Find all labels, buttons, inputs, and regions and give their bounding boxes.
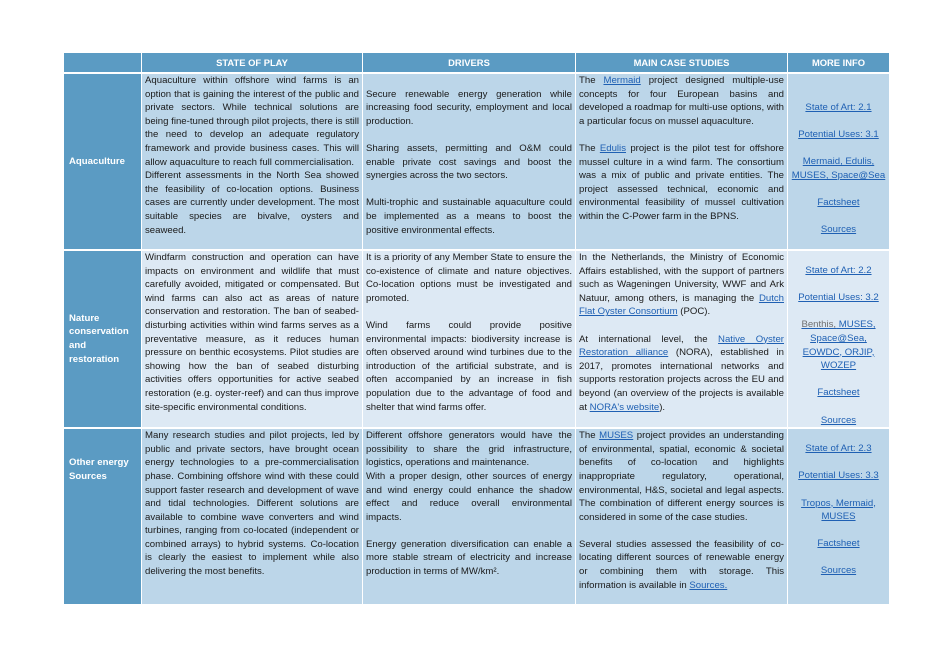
case-text: At international level, the Native Oyster Restoration alliance (NORA), established in 2017, promotes international networks and supports restoration projects across the EU and beyond (an overview of the projects is available at NORA's website).	[579, 333, 784, 413]
case-text: Several studies assessed the feasibility of co-locating different sources of renewable energy or combining them with storage. This information is available in Sources.	[579, 538, 784, 591]
link-edulis[interactable]: Edulis	[599, 142, 626, 154]
link-nora-website[interactable]: NORA's website	[589, 401, 660, 413]
case-text: The MUSES project provides an understanding of environmental, spatial, economic & societal benefits of co-location and highlights inappropriate regulatory, operational, environmental, H&S, societal and legal aspects. The combination of different energy sources is considered in some of the case studies.	[579, 430, 784, 523]
case-text: In the Netherlands, the Ministry of Economic Affairs established, with the support of partners such as Wageningen University, WWF and Ark Natuur, among others, is managing the Dutch Flat Oyster Consortium (POC).	[579, 252, 784, 318]
link-factsheet[interactable]: Factsheet	[817, 197, 860, 209]
driver-text: Wind farms could provide positive environmental impacts: biodiversity increase is often observed around wind turbines due to the introduction of the artificial substrate, and is often accompanied by an increase in fish population due to the advantage of food and shelter that wind farms offer.	[366, 319, 572, 413]
case-text: The Mermaid project designed multiple-use concepts for four European basins and developed a roadmap for multi-use options, with a particular focus on mussel aquaculture.	[579, 75, 784, 127]
link-factsheet[interactable]: Factsheet	[817, 387, 860, 399]
link-potential-uses[interactable]: Potential Uses: 3.3	[798, 470, 879, 482]
state-text: Different assessments in the North Sea showed the feasibility of co-location options. Business cases are currently under development. The most suitable species are bivalve, oysters and seaweed.	[145, 170, 359, 236]
link-state-of-art[interactable]: State of Art: 2.2	[805, 265, 872, 276]
case-studies-cell	[576, 72, 788, 249]
link-native-oyster-alliance[interactable]: Native Oyster Restoration alliance	[579, 333, 784, 359]
link-projects[interactable]: Mermaid, Edulis, MUSES, Space@Sea	[791, 156, 886, 181]
case-studies-cell	[576, 249, 788, 427]
driver-text: Secure renewable energy generation while increasing food security, employment and local production.	[366, 88, 572, 127]
link-state-of-art[interactable]: State of Art: 2.1	[805, 102, 872, 113]
header-more-info: MORE INFO	[788, 53, 890, 72]
state-of-play-cell	[142, 427, 363, 604]
state-of-play-cell	[142, 249, 363, 427]
link-factsheet[interactable]: Factsheet	[817, 538, 860, 550]
drivers-cell	[363, 249, 576, 427]
more-info-cell	[788, 249, 890, 427]
header-blank	[64, 53, 142, 72]
link-sources-inline[interactable]: Sources.	[689, 579, 728, 591]
header-state-of-play: STATE OF PLAY	[142, 53, 363, 72]
link-projects[interactable]: Benthis, MUSES, Space@Sea, EOWDC, ORJIP, WOZEP	[801, 319, 876, 372]
driver-text: Sharing assets, permitting and O&M could enable private cost savings and boost the synergies across the two sectors.	[366, 142, 572, 182]
header-main-case-studies: MAIN CASE STUDIES	[576, 53, 788, 72]
link-potential-uses[interactable]: Potential Uses: 3.2	[798, 292, 879, 304]
driver-text: Multi-trophic and sustainable aquaculture could be implemented as a means to boost the positive environmental effects.	[366, 197, 572, 236]
row-label: Other energy Sources	[64, 427, 142, 604]
drivers-cell	[363, 72, 576, 249]
link-dutch-flat-oyster[interactable]: Dutch Flat Oyster Consortium	[579, 292, 784, 318]
link-mermaid[interactable]: Mermaid	[603, 75, 641, 86]
row-label: Aquaculture	[64, 72, 142, 249]
driver-text: Different offshore generators would have the possibility to share the grid infrastructure, logistics, operations and maintenance.	[366, 430, 572, 469]
state-text: Windfarm construction and operation can have impacts on environment and wildlife that must carefully avoided, mitigated or compensated. But wind farms can also act as areas of nature conservation and restoration. The ban of seabed-disturbing activities within wind farms serves as a preventative measure, as it reduces human pressure on benthic ecosystems. Pilot studies are showing how the ban of seabed disturbing activities offers opportunities for active seabed restoration (e.g. oyster-reef) and can thus improve site-specific environmental conditions.	[145, 252, 359, 413]
table-row-aquaculture	[64, 72, 890, 249]
driver-text: Energy generation diversification can enable a more stable stream of electricity and increase production in terms of MW/km².	[366, 538, 572, 578]
table-row-other-energy	[64, 427, 890, 604]
case-studies-cell	[576, 427, 788, 604]
co-location-table	[64, 53, 890, 604]
state-of-play-cell	[142, 72, 363, 249]
header-row	[64, 53, 890, 72]
more-info-cell	[788, 72, 890, 249]
more-info-cell	[788, 427, 890, 604]
link-muses[interactable]: MUSES	[599, 430, 634, 442]
drivers-cell	[363, 427, 576, 604]
link-state-of-art[interactable]: State of Art: 2.3	[805, 443, 872, 455]
link-potential-uses[interactable]: Potential Uses: 3.1	[798, 129, 879, 141]
link-sources[interactable]: Sources	[820, 224, 857, 236]
state-text: Many research studies and pilot projects, led by public and private sectors, have brought ocean energy technologies to a pre-commercialisation phase. Combining offshore wind with these could support faster research and development of wave and tidal technologies. Different solutions are available to combine wave converters and wind turbines, ranging from co-located (independent or combined arrays) to hybrid systems. Co-location is clearly the easiest to implement while also delivering the most benefits.	[145, 430, 359, 578]
driver-text: It is a priority of any Member State to ensure the co-existence of climate and nature objectives. Co-location options must be investigated and promoted.	[366, 252, 572, 304]
driver-text: With a proper design, other sources of energy and wind energy could enhance the shadow effect and reduce overall environmental impacts.	[366, 470, 572, 523]
case-text: The Edulis project is the pilot test for offshore mussel culture in a wind farm. The consortium was a mix of public and private entities. The project assessed technical, economic and environmental feasibility of mussel cultivation within the C-Power farm in the BPNS.	[579, 142, 785, 222]
link-sources[interactable]: Sources	[820, 414, 857, 426]
row-label: Nature conservation and restoration	[64, 249, 142, 427]
link-projects[interactable]: Tropos, Mermaid, MUSES	[801, 497, 876, 523]
table-row-nature-conservation	[64, 249, 890, 427]
header-drivers: DRIVERS	[363, 53, 576, 72]
link-sources[interactable]: Sources	[820, 565, 857, 577]
state-text: Aquaculture within offshore wind farms is an option that is gaining the interest of the public and private sectors. While technical solutions are being fine-tuned through pilot projects, there is still the need to develop an adequate regulatory framework and provide business cases. This will allow aquaculture to reach full commercialisation.	[145, 75, 359, 168]
